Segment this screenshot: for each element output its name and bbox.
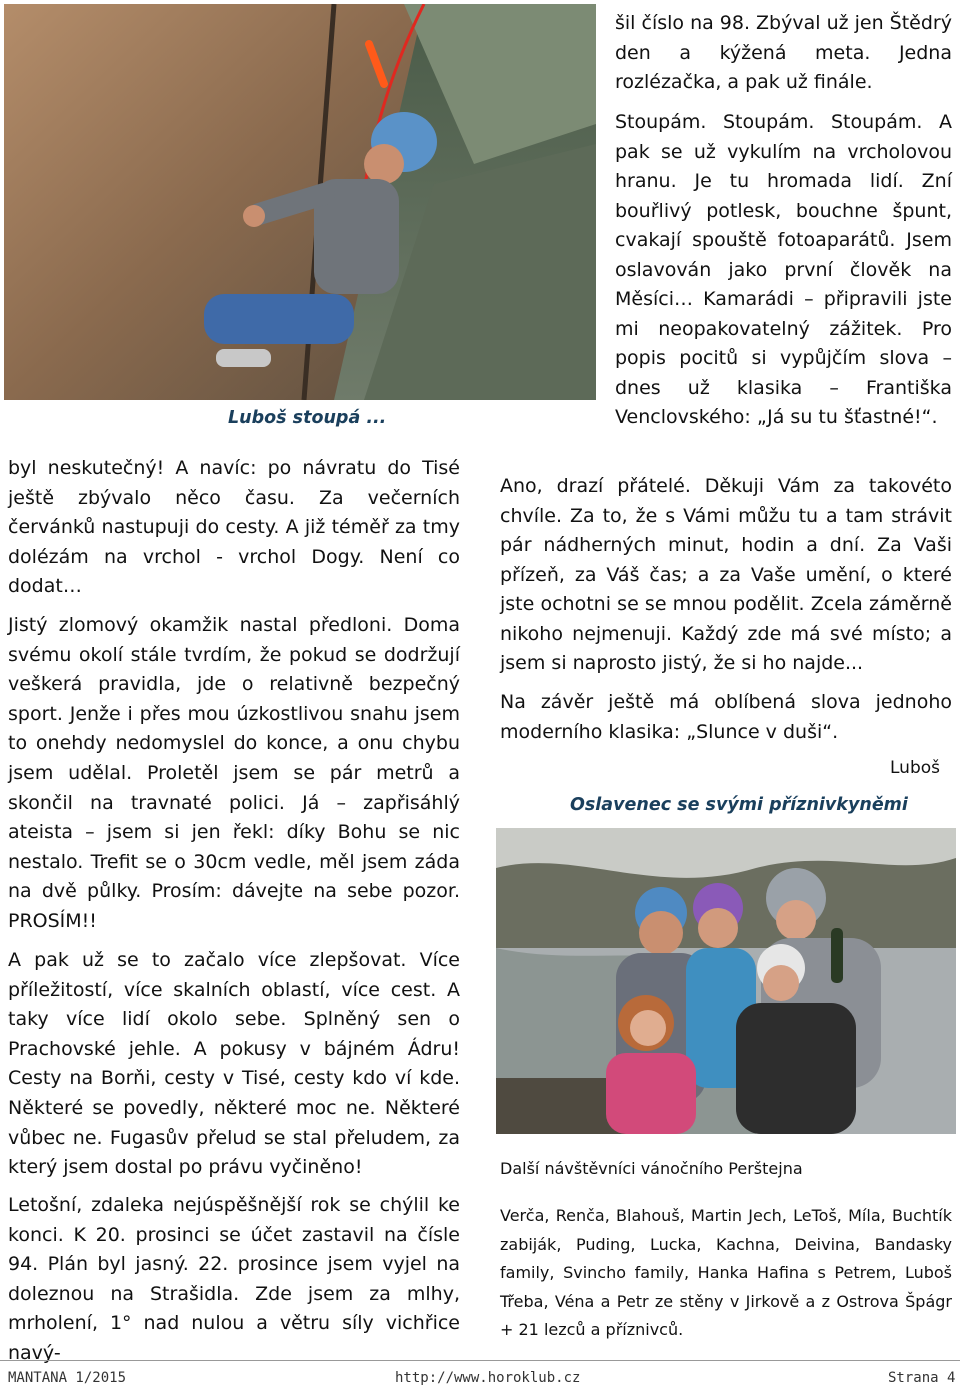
left-paragraph-4: Letošní, zdaleka nejúspěšnější rok se chýlil ke konci. K 20. prosinci se účet zastavil na čísle 94. Plán byl jasný. 22. prosince jsem vyjel na doleznou na Strašidla. Zde jsem za mlhy, mrholení, 1° nad nulou a větru síly vichřice navý- xyxy=(8,1194,460,1364)
left-paragraph-3: A pak už se to začalo více zlepšovat. Více příležitostí, více skalních oblastí, více cest. A taky více lidí okolo sebe. Splněný sen o Prachovské jehle. A pokusy v bájném Ádru! Cesty na Borňi, cesty v Tisé, cesty kdo ví kde. Některé se povedly, některé moc ne. Některé vůbec ne. Fugasův přelud se stal přeludem, za který jsem dostal po právu vyčiněno! xyxy=(8,949,460,1179)
right-paragraph-3: Ano, drazí přátelé. Děkuji Vám za takovéto chvíle. Za to, že s Vámi můžu tu a tam strávit pár nádherných minut, hodin a dní. Za Vaši přízeň, za Váš čas; a za Vaše umění, o které jste ochotni se se mnou podělit. Zcela záměrně nikoho nejmenuji. Každý zde má své místo; a jsem si naprosto jistý, že si ho najde... xyxy=(500,475,952,674)
signature: Luboš xyxy=(890,758,940,778)
group-photo xyxy=(496,828,956,1134)
right-paragraph-2: Stoupám. Stoupám. Stoupám. A pak se už vykulím na vrcholovou hranu. Je tu hromada lidí. Zní bouřlivý potlesk, bouchne špunt, cvakají spouště fotoaparátů. Jsem oslavován jako první člověk na Měsíci… Kamarádi – připravili jste mi neopakovatelný zážitek. Pro popis pocitů si vypůjčím slova – dnes už klasika – Františka Venclovského: „Já su tu šťastné!“. xyxy=(615,111,952,428)
visitors-names: Verča, Renča, Blahouš, Martin Jech, LeToš, Míla, Buchtík zabiják, Puding, Lucka, Kachna, Deivina, Bandasky family, Svincho family, Hanka Hafina s Petrem, Luboš Třeba, Véna a Petr ze stěny v Jirkově a z Ostrova Špágr + 21 lezců a příznivců. xyxy=(500,1206,952,1340)
footer-page: Strana 4 xyxy=(888,1370,956,1386)
footer-url[interactable]: http://www.horoklub.cz xyxy=(395,1370,581,1386)
left-paragraph-2: Jistý zlomový okamžik nastal předloni. Doma svému okolí stále tvrdím, že pokud se dodržují veškerá pravidla, jde o relativně bezpečný sport. Jenže i přes mou úzkostlivou snahu jsem to onehdy nedomyslel do konce, a onu chybu jsem udělal. Proletěl jsem se pár metrů a skončil na travnaté polici. Já – zapřisáhlý ateista – jsem si jen řekl: díky Bohu se nic nestalo. Trefit se o 30cm vedle, měl jsem záda na dvě půlky. Prosím: dávejte na sebe pozor. PROSÍM!! xyxy=(8,614,460,932)
climber-caption: Luboš stoupá ... xyxy=(228,408,387,428)
visitors-heading: Další návštěvníci vánočního Perštejna xyxy=(500,1159,803,1178)
footer-magazine: MANTANA 1/2015 xyxy=(8,1370,127,1386)
group-caption: Oslavenec se svými příznivkyněmi xyxy=(570,795,908,815)
left-paragraph-1: byl neskutečný! A navíc: po návratu do Tisé ještě zbývalo něco času. Za večerních červánků nastupuji do cesty. A již téměř za tmy dolézám na vrchol - vrchol Dogy. Není co dodat… xyxy=(8,457,460,598)
footer-divider xyxy=(0,1360,960,1361)
right-paragraph-4: Na závěr ještě má oblíbená slova jednoho moderního klasika: „Slunce v duši“. xyxy=(500,691,952,743)
climber-photo xyxy=(4,4,596,400)
right-paragraph-1: šil číslo na 98. Zbýval už jen Štědrý den a kýžená meta. Jedna rozlézačka, a pak už finále. xyxy=(615,12,952,93)
